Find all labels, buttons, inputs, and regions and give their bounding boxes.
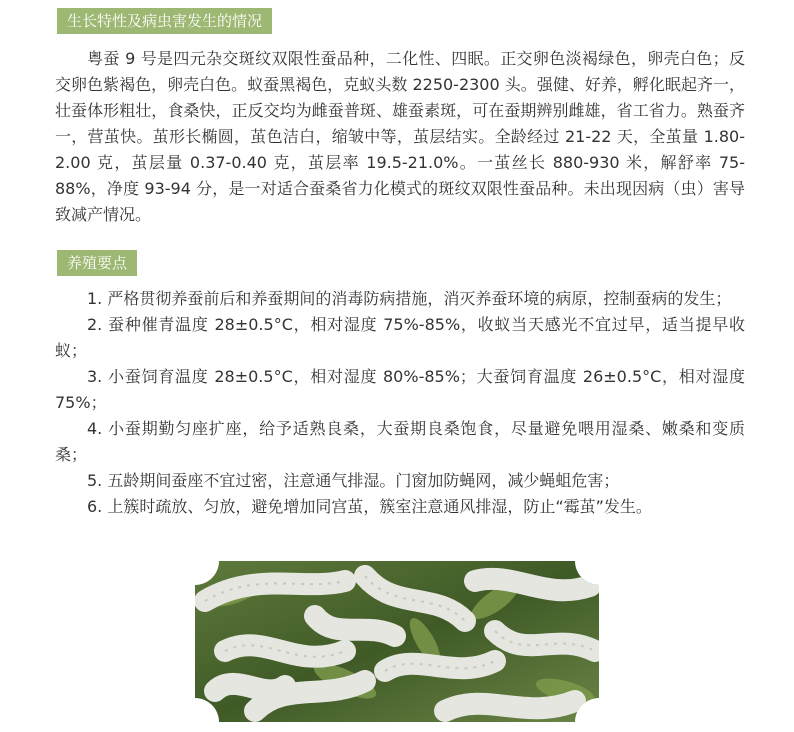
silkworm-photo-illustration (195, 561, 599, 722)
section-title-breeding: 养殖要点 (57, 250, 137, 276)
breeding-steps-list (55, 286, 745, 520)
section-title-growth: 生长特性及病虫害发生的情况 (57, 8, 272, 34)
silkworm-photo (195, 561, 599, 722)
breeding-step: 2. 蚕种催青温度 28±0.5°C，相对湿度 75%-85%，收蚁当天感光不宜过早，适当提早收蚁； (55, 315, 745, 360)
breeding-step: 4. 小蚕期勤匀座扩座，给予适熟良桑，大蚕期良桑饱食，尽量避免喂用湿桑、嫩桑和变质桑； (55, 419, 745, 464)
breeding-step: 6. 上簇时疏放、匀放，避免增加同宫茧，簇室注意通风排湿，防止“霉茧”发生。 (87, 497, 652, 516)
breeding-step: 3. 小蚕饲育温度 28±0.5°C，相对湿度 80%-85%；大蚕饲育温度 26±0.5°C，相对湿度 75%； (55, 367, 745, 412)
breeding-step: 5. 五龄期间蚕座不宜过密，注意通气排湿。门窗加防蝇网，减少蝇蛆危害； (87, 471, 620, 490)
growth-paragraph: 粤蚕 9 号是四元杂交斑纹双限性蚕品种，二化性、四眠。正交卵色淡褐绿色，卵壳白色；反交卵色紫褐色，卵壳白色。蚁蚕黑褐色，克蚁头数 2250-2300 头。强健、好养，孵化眠起齐一，壮蚕体形粗壮，食桑快，正反交均为雌蚕普斑、雄蚕素斑，可在蚕期辨别雌雄，省工省力。熟蚕齐一，营茧快。茧形长椭圆，茧色洁白，缩皱中等，茧层结实。全龄经过 21-22 天，全茧量 1.80-2.00 克，茧层量 0.37-0.40 克，茧层率 19.5-21.0%。一茧丝长 880-930 米，解舒率 75-88%，净度 93-94 分，是一对适合蚕桑省力化模式的斑纹双限性蚕品种。未出现因病（虫）害导致减产情况。 (55, 49, 745, 224)
breeding-step: 1. 严格贯彻养蚕前后和养蚕期间的消毒防病措施，消灭养蚕环境的病原，控制蚕病的发生； (87, 289, 732, 308)
